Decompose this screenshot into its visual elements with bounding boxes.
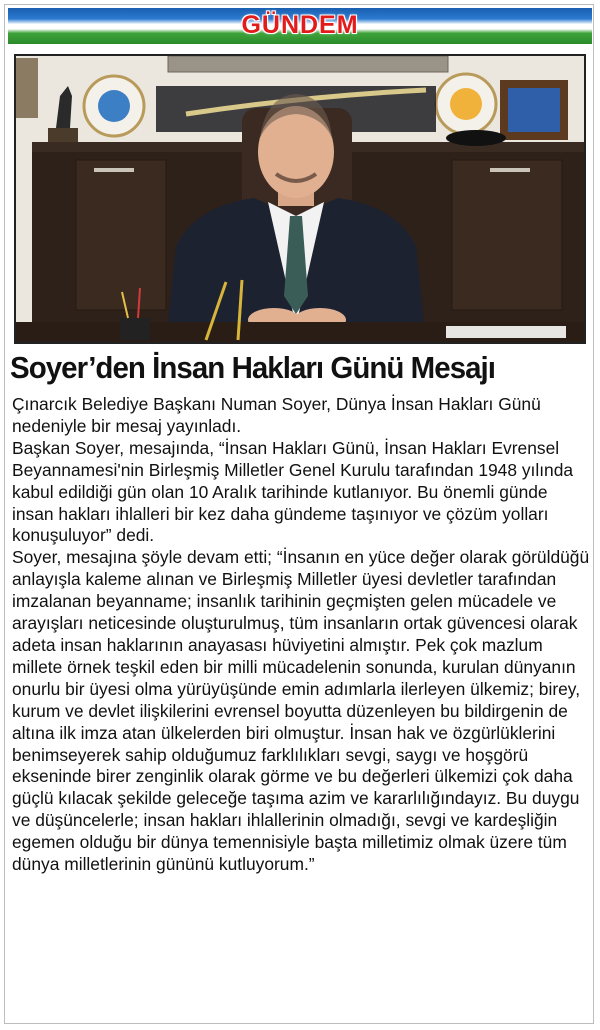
section-title: GÜNDEM bbox=[241, 11, 359, 39]
article-body bbox=[12, 394, 590, 876]
handle-left bbox=[94, 168, 134, 172]
cap bbox=[446, 130, 506, 146]
plate-right-center bbox=[450, 88, 482, 120]
top-frame bbox=[168, 56, 448, 72]
trophy-base bbox=[48, 128, 78, 142]
article-paragraph: Soyer, mesajına şöyle devam etti; “İnsanın en yüce değer olarak görüldüğü anlayışla kaleme alınan ve Birleşmiş Milletler üyesi devletler tarafından imzalanan beyanname; insanlık tarihinin geçmişten gelen mücadele ve arayışları neticesinde oluşturulmuş, tüm insanların ortak güvencesi olarak adeta insan haklarının anayasası hüviyetini almıştır. Pek çok mazlum millete örnek teşkil eden bir milli mücadelenin sonunda, kurulan dünyanın onurlu bir üyesi olma yürüyüşünde emin adımlarla ilerleyen ülkemiz; birey, kurum ve devlet ilişkilerini evrensel boyutta düzenleyen bu bildirgenin de altına ilk imza atan ülkelerden biri olmuştur. İnsan hak ve özgürlüklerini benimseyerek sahip olduğumuz farklılıkları sevgi, saygı ve hoşgörü ekseninde birer zenginlik olarak görme ve bu değerleri ülkemizi çok daha güçlü kılacak şekilde geleceğe taşıma azim ve kararlılığındayız. Bu duygu ve düşüncelerle; insan hakları ihlallerinin olmadığı, sevgi ve kardeşliğin egemen olduğu bir dünya temennisiyle başta milletimiz olmak üzere tüm dünya milletlerinin gününü kutluyorum.” bbox=[12, 547, 590, 875]
award-inner bbox=[508, 88, 560, 132]
article-paragraph: Başkan Soyer, mesajında, “İnsan Hakları Günü, İnsan Hakları Evrensel Beyannamesi'nin Birleşmiş Milletler Genel Kurulu tarafından 1948 yılında kabul edildiği gün olan 10 Aralık tarihinde kutlanıyor. Bu önemli günde insan hakları ihlalleri bir kez daha gündeme taşınıyor ve çözüm yolları konuşuluyor” dedi. bbox=[12, 437, 574, 546]
cabinet-door-right bbox=[452, 160, 562, 310]
pen-holder bbox=[120, 318, 150, 340]
article-photo bbox=[14, 54, 586, 344]
article-headline: Soyer’den İnsan Hakları Günü Mesajı bbox=[10, 350, 496, 385]
handle-right bbox=[490, 168, 530, 172]
papers bbox=[446, 326, 566, 338]
cabinet-door-left bbox=[76, 160, 166, 310]
portrait-illustration bbox=[16, 56, 584, 342]
section-band bbox=[8, 8, 592, 44]
left-frame bbox=[16, 58, 38, 118]
article-paragraph: Çınarcık Belediye Başkanı Numan Soyer, Dünya İnsan Hakları Günü nedeniyle bir mesaj yayınladı. bbox=[12, 394, 541, 436]
plate-left-center bbox=[98, 90, 130, 122]
